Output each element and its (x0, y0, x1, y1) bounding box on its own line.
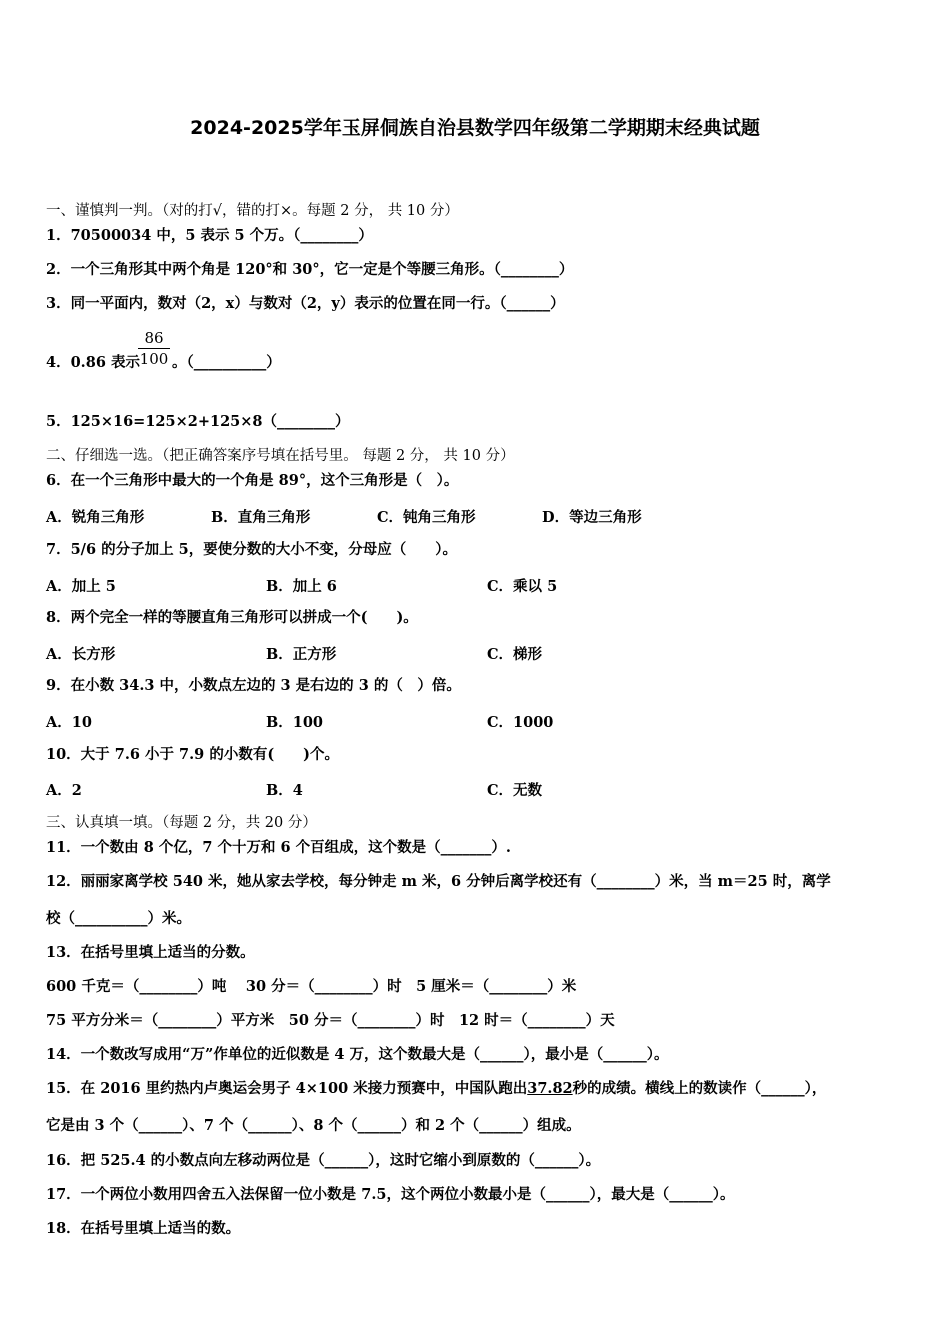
question-1: 1．70500034 中，5 表示 5 个万。（________） (46, 227, 373, 244)
question-3: 3．同一平面内，数对（2，x）与数对（2，y）表示的位置在同一行。（______） (46, 295, 565, 312)
q6-option-b: B．直角三角形 (211, 509, 311, 526)
fraction-numerator: 86 (138, 328, 170, 349)
question-13: 13．在括号里填上适当的分数。 (46, 944, 255, 961)
q9-option-b: B．100 (266, 714, 324, 731)
question-16: 16．把 525.4 的小数点向左移动两位是（______），这时它缩小到原数的（______）。 (46, 1152, 601, 1169)
question-9: 9．在小数 34.3 中，小数点左边的 3 是右边的 3 的（ ）倍。 (46, 677, 461, 694)
question-8: 8．两个完全一样的等腰直角三角形可以拼成一个( )。 (46, 609, 418, 626)
question-13-row-2: 75 平方分米＝（________）平方米 50 分＝（________）时 12 时＝（________）天 (46, 1012, 615, 1029)
question-10: 10．大于 7.6 小于 7.9 的小数有( )个。 (46, 746, 340, 763)
question-12-line-1: 12．丽丽家离学校 540 米，她从家去学校，每分钟走 m 米，6 分钟后离学校还有（________）米，当 m＝25 时，离学 (46, 873, 831, 890)
page-title: 2024-2025学年玉屏侗族自治县数学四年级第二学期期末经典试题 (190, 117, 760, 139)
question-12-line-2: 校（__________）米。 (46, 910, 191, 927)
question-15-line-2: 它是由 3 个（______）、7 个（______）、8 个（______）和 2 个（______）组成。 (46, 1117, 581, 1134)
section-heading-2: 二、仔细选一选。（把正确答案序号填在括号里。 每题 2 分， 共 10 分） (46, 448, 515, 464)
q8-option-a: A．长方形 (46, 646, 116, 663)
question-13-row-1: 600 千克＝（________）吨 30 分＝（________）时 5 厘米＝（________）米 (46, 978, 577, 995)
section-heading-3: 三、认真填一填。（每题 2 分，共 20 分） (46, 815, 317, 831)
question-15-suffix: 秒的成绩。横线上的数读作（______）， (572, 1080, 827, 1097)
question-4-fraction (138, 328, 170, 369)
question-5: 5．125×16=125×2+125×8（________） (46, 413, 350, 430)
question-15-underlined-number: 37.82 (527, 1080, 573, 1097)
q7-option-c: C．乘以 5 (487, 578, 558, 595)
question-18: 18．在括号里填上适当的数。 (46, 1220, 241, 1237)
question-4-text: 4．0.86 表示 (46, 354, 140, 371)
q6-option-c: C．钝角三角形 (377, 509, 476, 526)
q8-option-c: C．梯形 (487, 646, 543, 663)
q9-option-a: A．10 (46, 714, 92, 731)
q10-option-b: B．4 (266, 782, 303, 799)
q8-option-b: B．正方形 (266, 646, 337, 663)
question-11: 11．一个数由 8 个亿，7 个十万和 6 个百组成，这个数是（_______）. (46, 839, 511, 856)
question-17: 17．一个两位小数用四舍五入法保留一位小数是 7.5，这个两位小数最小是（______），最大是（______）。 (46, 1186, 735, 1203)
question-14: 14．一个数改写成用“万”作单位的近似数是 4 万，这个数最大是（______），最小是（______）。 (46, 1046, 669, 1063)
q10-option-c: C．无数 (487, 782, 543, 799)
q9-option-c: C．1000 (487, 714, 554, 731)
question-15-line-1 (46, 1079, 826, 1099)
q7-option-b: B．加上 6 (266, 578, 337, 595)
question-7: 7．5/6 的分子加上 5，要使分数的大小不变，分母应（ ）。 (46, 541, 457, 558)
q7-option-a: A．加上 5 (46, 578, 116, 595)
q6-option-d: D．等边三角形 (542, 509, 642, 526)
question-2: 2．一个三角形其中两个角是 120°和 30°，它一定是个等腰三角形。（________） (46, 261, 574, 278)
section-heading-1: 一、谨慎判一判。（对的打√，错的打×。每题 2 分， 共 10 分） (46, 203, 459, 219)
q6-option-a: A．锐角三角形 (46, 509, 145, 526)
question-6: 6．在一个三角形中最大的一个角是 89°，这个三角形是（ ）。 (46, 472, 459, 489)
question-15-prefix: 15．在 2016 里约热内卢奥运会男子 4×100 米接力预赛中，中国队跑出 (46, 1080, 528, 1097)
question-4-blank: 。（__________） (172, 354, 281, 371)
fraction-denominator: 100 (139, 350, 169, 368)
q10-option-a: A．2 (46, 782, 82, 799)
